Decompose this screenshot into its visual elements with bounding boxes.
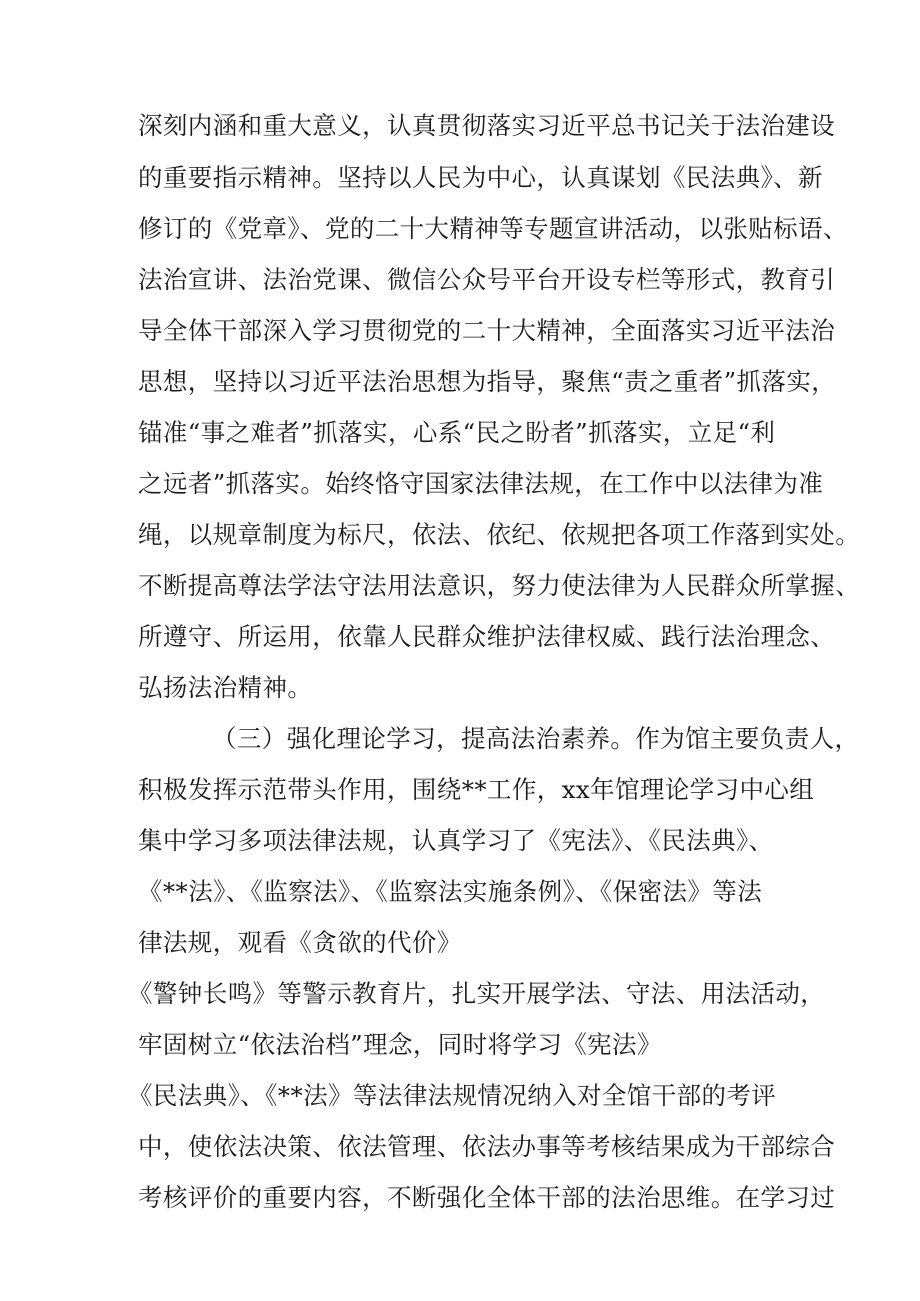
text-line-1: 深刻内涵和重大意义，认真贯彻落实习近平总书记关于法治建设 [138, 111, 836, 140]
text-line-10: 不断提高尊法学法守法用法意识，努力使法律为人民群众所掌握、 [138, 571, 861, 600]
text-line-6: 思想，坚持以习近平法治思想为指导，聚焦“责之重者”抓落实， [138, 367, 837, 396]
section-heading-line: （三）强化理论学习，提高法治素养。作为馆主要负责人， [212, 724, 860, 753]
text-line-4: 法治宣讲、法治党课、微信公众号平台开设专栏等形式，教育引 [138, 265, 836, 294]
text-line-9: 绳，以规章制度为标尺，依法、依纪、依规把各项工作落到实处。 [138, 520, 861, 549]
text-line-5: 导全体干部深入学习贯彻党的二十大精神，全面落实习近平法治 [138, 316, 836, 345]
text-line-12: 弘扬法治精神。 [138, 673, 313, 702]
text-line-17: 律法规，观看《贪欲的代价》 [138, 928, 462, 957]
text-line-20: 《民法典》、《**法》等法律法规情况纳入对全馆干部的考评 [128, 1081, 777, 1110]
text-line-16: 《**法》、《监察法》、《监察法实施条例》、《保密法》等法 [138, 877, 763, 906]
text-line-21: 中，使依法决策、依法管理、依法办事等考核结果成为干部综合 [138, 1132, 836, 1161]
text-line-7: 锚准“事之难者”抓落实，心系“民之盼者”抓落实，立足“利 [138, 418, 776, 447]
text-line-18: 《警钟长鸣》等警示教育片，扎实开展学法、守法、用法活动， [128, 979, 826, 1008]
text-line-8: 之远者”抓落实。始终恪守国家法律法规，在工作中以法律为准 [138, 469, 824, 498]
text-line-14: 积极发挥示范带头作用，围绕**工作，xx年馆理论学习中心组 [138, 775, 815, 804]
text-line-22: 考核评价的重要内容，不断强化全体干部的法治思维。在学习过 [138, 1183, 836, 1212]
text-line-15: 集中学习多项法律法规，认真学习了《宪法》、《民法典》、 [138, 826, 774, 855]
text-line-19: 牢固树立“依法治档”理念，同时将学习《宪法》 [138, 1030, 662, 1059]
text-line-11: 所遵守、所运用，依靠人民群众维护法律权威、践行法治理念、 [138, 622, 836, 651]
text-line-2: 的重要指示精神。坚持以人民为中心，认真谋划《民法典》、新 [138, 163, 823, 192]
text-line-3: 修订的《党章》、党的二十大精神等专题宣讲活动，以张贴标语、 [138, 214, 848, 243]
